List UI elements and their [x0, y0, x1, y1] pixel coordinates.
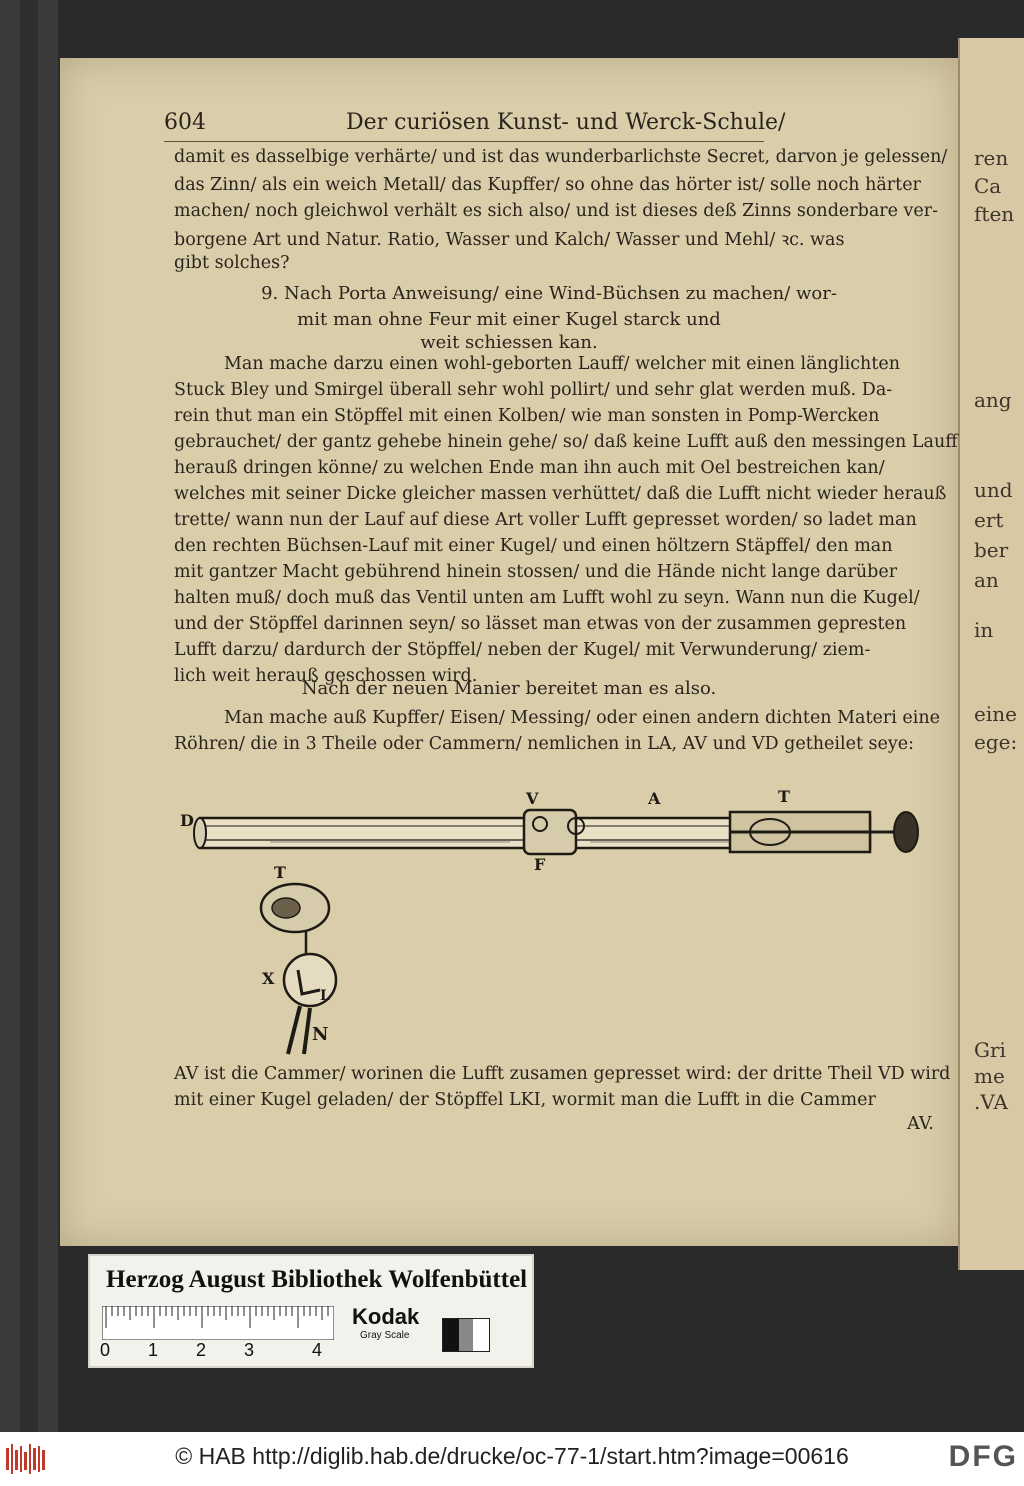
ruler-digit: 3 — [244, 1340, 255, 1360]
caption-end: AV. — [907, 1114, 934, 1134]
label-t2: T — [274, 863, 286, 882]
body-line: Stuck Bley und Smirgel überall sehr wohl pollirt/ und sehr glat werden muß. Da- — [174, 380, 893, 400]
label-x: X — [262, 969, 275, 988]
label-v: V — [526, 789, 539, 808]
valve-chamber — [524, 810, 576, 854]
body-line: halten muß/ doch muß das Ventil unten am Lufft wohl zu seyn. Wann nun die Kugel/ — [174, 588, 920, 608]
header-rule — [164, 141, 764, 142]
facing-fragment: an — [974, 568, 999, 592]
caption-line: mit einer Kugel geladen/ der Stöpffel LKI, wormit man die Lufft in die Cammer — [174, 1090, 876, 1110]
facing-page — [958, 38, 1024, 1270]
body-line: rein thut man ein Stöpffel mit einen Kolben/ wie man sonsten in Pomp-Wercken — [174, 406, 880, 426]
label-d: D — [180, 811, 194, 830]
body-line: mit gantzer Macht gebührend hinein stossen/ und die Hände nicht lange darüber — [174, 562, 898, 582]
facing-fragment: ege: — [974, 730, 1018, 754]
label-l: L — [320, 988, 330, 1004]
caption-line: AV ist die Cammer/ worinen die Lufft zusamen gepresset wird: der dritte Theil VD wird — [174, 1064, 951, 1084]
library-color-card — [88, 1254, 534, 1368]
body-line: Röhren/ die in 3 Theile oder Cammern/ nemlichen in LA, AV und VD getheilet seye: — [174, 734, 915, 754]
page-number: 604 — [164, 110, 206, 135]
footer-bar — [0, 1432, 1024, 1486]
ruler-digit: 4 — [312, 1340, 323, 1360]
facing-fragment: ren — [974, 146, 1009, 170]
facing-fragment: ften — [974, 202, 1015, 226]
plunger-knob — [894, 812, 918, 852]
facing-fragment: Ca — [974, 174, 1002, 198]
body-line: borgene Art und Natur. Ratio, Wasser und Kalch/ Wasser und Mehl/ ꝛc. was — [174, 230, 845, 250]
label-t: T — [778, 787, 790, 806]
body-line: den rechten Büchsen-Lauf mit einer Kugel/ und einen höltzern Stäpffel/ den man — [174, 536, 893, 556]
section-heading: 9. Nach Porta Anweisung/ eine Wind-Büchsen zu machen/ wor- — [261, 283, 837, 304]
facing-fragment: und — [974, 478, 1013, 502]
gray-scale-swatch — [442, 1318, 490, 1352]
ruler-digit: 2 — [196, 1340, 207, 1360]
body-line: Lufft darzu/ dardurch der Stöpffel/ neben der Kugel/ mit Verwunderung/ ziem- — [174, 640, 871, 660]
running-title: Der curiösen Kunst- und Werck-Schule/ — [346, 110, 786, 135]
kodak-logo: Kodak — [352, 1304, 420, 1329]
facing-fragment: in — [974, 618, 994, 642]
body-line: gebrauchet/ der gantz gehebe hinein gehe/ so/ daß keine Lufft auß den messingen Lauff — [174, 432, 958, 452]
label-n: N — [312, 1024, 329, 1045]
body-line: das Zinn/ als ein weich Metall/ das Kupffer/ so ohne das hörter ist/ solle noch härter — [174, 175, 921, 195]
section-heading: weit schiessen kan. — [420, 332, 598, 353]
facing-fragment: ber — [974, 538, 1009, 562]
body-line: Man mache auß Kupffer/ Eisen/ Messing/ oder einen andern dichten Materi eine — [224, 708, 940, 728]
facing-fragment: eine — [974, 702, 1017, 726]
facing-fragment: .VA — [974, 1090, 1008, 1114]
section-heading: mit man ohne Feur mit einer Kugel starck und — [297, 309, 721, 330]
body-line: Man mache darzu einen wohl-geborten Lauff/ welcher mit einen länglichten — [224, 354, 900, 374]
body-line: und der Stöpffel darinnen seyn/ so lässet man etwas von der zusammen gepresten — [174, 614, 907, 634]
scanner-bed-strip — [20, 0, 38, 1486]
body-line: trette/ wann nun der Lauf auf diese Art voller Lufft gepresset worden/ so ladet man — [174, 510, 917, 530]
dfg-logo: DFG — [948, 1440, 1018, 1473]
body-line: lich weit herauß geschossen wird. — [174, 666, 478, 686]
body-line: gibt solches? — [174, 253, 290, 273]
credit-link[interactable]: © HAB http://diglib.hab.de/drucke/oc-77-1/start.htm?image=00616 — [175, 1443, 849, 1469]
library-name: Herzog August Bibliothek Wolfenbüttel — [106, 1266, 528, 1293]
body-line: damit es dasselbige verhärte/ und ist das wunderbarlichste Secret, darvon je gelessen/ — [174, 147, 948, 167]
wind-gun-illustration — [170, 784, 930, 1074]
facing-fragment: ang — [974, 388, 1012, 412]
valve-stem — [288, 1006, 310, 1054]
gray-scale-label: Gray Scale — [360, 1330, 410, 1341]
facing-fragment: ert — [974, 508, 1004, 532]
body-line: welches mit seiner Dicke gleicher massen verhüttet/ daß die Lufft nicht wieder herauß — [174, 484, 947, 504]
facing-fragment: me — [974, 1064, 1005, 1088]
body-line: herauß dringen könne/ zu welchen Ende man ihn auch mit Oel bestreichen kan/ — [174, 458, 885, 478]
label-a: A — [648, 789, 661, 808]
ruler-digit: 1 — [148, 1340, 159, 1360]
facing-fragment: Gri — [974, 1038, 1006, 1062]
ruler-digit: 0 — [100, 1340, 111, 1360]
subheading: Nach der neuen Manier bereitet man es also. — [301, 678, 717, 699]
label-f: F — [534, 855, 546, 874]
body-line: machen/ noch gleichwol verhält es sich also/ und ist dieses deß Zinns sonderbare ver- — [174, 201, 939, 221]
ruler-scale — [102, 1306, 334, 1340]
